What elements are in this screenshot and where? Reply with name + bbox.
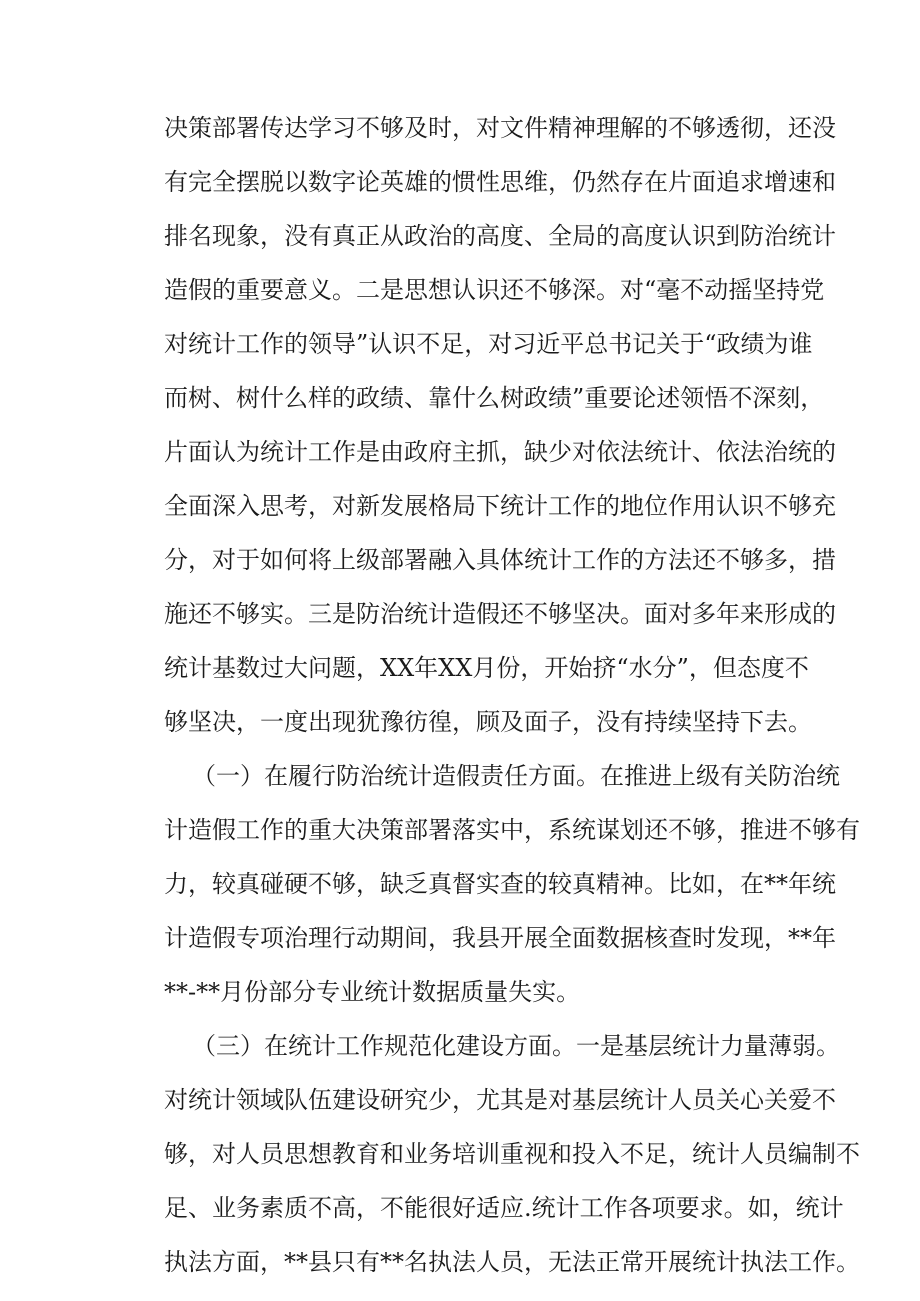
body-text-line: 统计基数过大问题，XX年XX月份，开始挤“水分”，但态度不 xyxy=(164,654,809,682)
body-text-line: 施还不够实。三是防治统计造假还不够坚决。面对多年来形成的 xyxy=(164,600,836,628)
body-text-line: 执法方面，**县只有**名执法人员，无法正常开展统计执法工作。 xyxy=(164,1248,860,1276)
body-text-line: 排名现象，没有真正从政治的高度、全局的高度认识到防治统计 xyxy=(164,222,836,250)
body-text-line: 片面认为统计工作是由政府主抓，缺少对依法统计、依法治统的 xyxy=(164,438,836,466)
body-text-line: 足、业务素质不高，不能很好适应.统计工作各项要求。如，统计 xyxy=(164,1194,844,1222)
section-heading-line: （一）在履行防治统计造假责任方面。在推进上级有关防治统 xyxy=(192,762,840,790)
body-text-line: 造假的重要意义。二是思想认识还不够深。对“毫不动摇坚持党 xyxy=(164,276,825,304)
body-text-line: **-**月份部分专业统计数据质量失实。 xyxy=(164,978,581,1006)
body-text-line: 够，对人员思想教育和业务培训重视和投入不足，统计人员编制不 xyxy=(164,1140,860,1168)
body-text-line: 够坚决，一度出现犹豫彷徨，顾及面子，没有持续坚持下去。 xyxy=(164,708,812,736)
body-text-line: 对统计领域队伍建设研究少，尤其是对基层统计人员关心关爱不 xyxy=(164,1086,836,1114)
body-text-line: 力，较真碰硬不够，缺乏真督实查的较真精神。比如，在**年统 xyxy=(164,870,836,898)
body-text-line: 有完全摆脱以数字论英雄的惯性思维，仍然存在片面追求增速和 xyxy=(164,168,836,196)
body-text-line: 计造假工作的重大决策部署落实中，系统谋划还不够，推进不够有 xyxy=(164,816,860,844)
body-text-line: 全面深入思考，对新发展格局下统计工作的地位作用认识不够充 xyxy=(164,492,836,520)
section-heading-line: （三）在统计工作规范化建设方面。一是基层统计力量薄弱。 xyxy=(192,1032,840,1060)
body-text-line: 分，对于如何将上级部署融入具体统计工作的方法还不够多，措 xyxy=(164,546,836,574)
body-text-line: 对统计工作的领导”认识不足，对习近平总书记关于“政绩为谁 xyxy=(164,330,813,358)
body-text-line: 计造假专项治理行动期间，我县开展全面数据核查时发现，**年 xyxy=(164,924,836,952)
body-text-line: 而树、树什么样的政绩、靠什么树政绩”重要论述领悟不深刻， xyxy=(164,384,825,412)
body-text-line: 决策部署传达学习不够及时，对文件精神理解的不够透彻，还没 xyxy=(164,114,836,142)
